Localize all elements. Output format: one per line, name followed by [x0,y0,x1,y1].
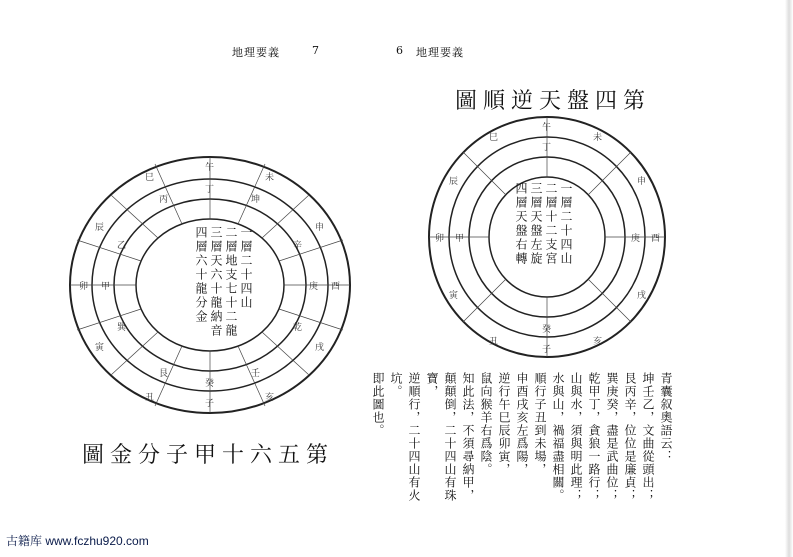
poem-line: 申酉戌亥左爲陽， [515,372,529,476]
left-center-line-3: 三層天六十龍納音 [209,226,223,338]
svg-text:卯: 卯 [79,282,89,292]
poem-line: 青囊叙奧語云： [659,372,673,463]
svg-text:午: 午 [205,163,215,173]
svg-text:寅: 寅 [449,291,459,301]
right-compass-diagram [425,112,670,362]
svg-text:丁: 丁 [542,143,552,153]
poem-line: 坤壬乙，文曲從頭出； [641,372,655,502]
svg-text:辰: 辰 [95,223,105,233]
poem-line: 顛顛倒，二十四山有珠寶， [425,372,457,502]
svg-text:癸: 癸 [542,325,552,335]
poem-line: 知此法，不須尋納甲， [461,372,475,502]
svg-text:亥: 亥 [265,393,275,403]
right-center-line-4: 四層天盤右轉 [514,182,528,266]
right-center-line-1: 一層二十四山 [559,182,573,266]
svg-text:庚: 庚 [309,282,319,292]
poem-line: 乾甲丁，貪狼一路行； [587,372,601,502]
svg-text:戌: 戌 [637,291,647,301]
svg-text:丙: 丙 [159,195,169,205]
svg-text:午: 午 [542,123,552,133]
left-page-number: 7 [312,44,319,57]
left-running-header: 地理要義 [232,46,280,59]
svg-text:丑: 丑 [489,337,499,347]
svg-text:巽: 巽 [117,323,127,333]
poem-line: 水與山，禍福盡相關。 [551,372,565,502]
svg-text:癸: 癸 [205,379,215,389]
svg-text:巳: 巳 [489,133,499,143]
svg-text:申: 申 [315,223,325,233]
poem-line: 逆順行，二十四山有火坑。 [389,372,421,502]
left-center-legend [193,226,253,346]
left-center-line-4: 四層六十龍分金 [194,226,208,324]
svg-text:酉: 酉 [331,282,341,292]
poem-line: 順行子丑到未場， [533,372,547,476]
left-figure-title: 第五六十甲子分金圖 [82,443,335,468]
right-center-line-2: 二層十二支宮 [544,182,558,266]
poem-line: 巽庚癸，盡是武曲位； [605,372,619,502]
svg-text:戌: 戌 [315,343,325,353]
svg-text:子: 子 [542,345,552,355]
svg-text:乾: 乾 [293,323,303,333]
right-running-header: 地理要義 [416,46,464,59]
poem-line: 山與水，須與明此理； [569,372,583,502]
left-center-line-1: 一層二十四山 [239,226,253,310]
right-figure-title: 第四盤天逆順圖 [455,89,652,114]
right-page-number: 6 [396,44,403,57]
svg-text:丑: 丑 [145,393,155,403]
svg-text:甲: 甲 [455,234,465,244]
svg-text:丁: 丁 [205,185,215,195]
svg-text:艮: 艮 [159,369,169,379]
svg-text:乙: 乙 [117,241,127,251]
svg-text:申: 申 [637,177,647,187]
svg-text:寅: 寅 [95,343,105,353]
svg-text:未: 未 [265,173,275,183]
svg-text:庚: 庚 [631,234,641,244]
svg-text:辰: 辰 [449,177,459,187]
poem-line: 即此圖也。 [371,372,385,437]
svg-text:亥: 亥 [593,337,603,347]
footer-watermark[interactable]: 古籍库 www.fczhu920.com [6,534,149,548]
svg-text:甲: 甲 [101,282,111,292]
page-edge-shadow [785,0,793,557]
right-center-legend [513,182,573,302]
svg-text:未: 未 [593,133,603,143]
left-center-line-2: 二層地支七十二龍 [224,226,238,338]
poem-line: 艮丙辛，位位是廉貞； [623,372,637,502]
svg-text:壬: 壬 [251,369,261,379]
svg-text:坤: 坤 [251,195,261,205]
svg-text:巳: 巳 [145,173,155,183]
poem-line: 逆行午巳辰卯寅， [497,372,511,476]
svg-text:酉: 酉 [651,234,661,244]
poem-line: 鼠向猴羊右爲陰。 [479,372,493,476]
svg-text:卯: 卯 [435,234,445,244]
svg-text:辛: 辛 [293,241,303,251]
right-center-line-3: 三層天盤左旋 [529,182,543,266]
left-compass-diagram [65,150,355,420]
poem-block [371,372,675,522]
svg-text:子: 子 [205,399,215,409]
